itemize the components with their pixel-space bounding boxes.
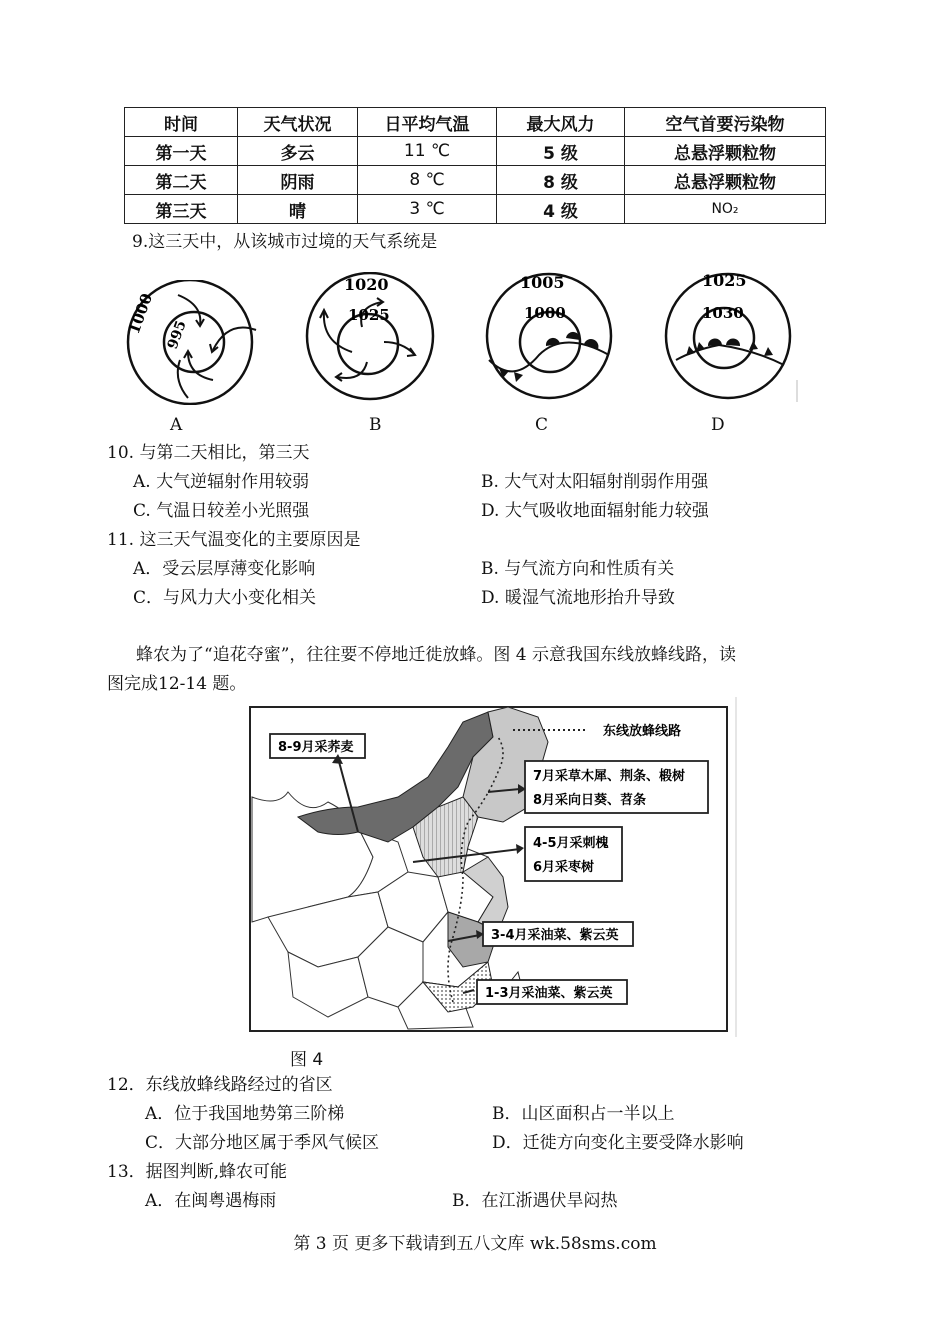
table-cell: 11 ℃: [358, 137, 497, 166]
label-north-2: 6月采枣树: [533, 860, 595, 875]
table-cell: 总悬浮颗粒物: [625, 137, 826, 166]
isobar-value: 1030: [702, 304, 744, 322]
front-line: [489, 343, 609, 372]
q13-stem: 13．据图判断,蜂农可能: [107, 1162, 288, 1182]
table-cell: 晴: [238, 195, 358, 224]
diagram-c: [484, 270, 614, 400]
table-row: [125, 137, 826, 166]
diagram-d: [664, 270, 804, 402]
label-b: B: [369, 415, 382, 435]
q11-option-a: A．受云层厚薄变化影响: [133, 559, 316, 579]
weather-table: [124, 107, 826, 224]
q12-option-b: B．山区面积占一半以上: [492, 1104, 675, 1124]
table-cell: 4 级: [497, 195, 625, 224]
label-north-1: 4-5月采刺槐: [533, 836, 609, 851]
isobar-value: 1000: [524, 304, 566, 322]
table-row: [125, 195, 826, 224]
table-cell: 8 级: [497, 166, 625, 195]
q10-option-d: D. 大气吸收地面辐射能力较强: [481, 501, 709, 521]
wind-arrow: [384, 342, 414, 354]
table-header-row: [125, 108, 826, 137]
q10-option-b: B. 大气对太阳辐射削弱作用强: [481, 472, 709, 492]
wind-arrow: [213, 328, 256, 351]
isobar-value: 1000: [124, 290, 157, 337]
table-cell: NO₂: [625, 195, 826, 224]
table-cell: 第二天: [125, 166, 238, 195]
table-cell: 5 级: [497, 137, 625, 166]
table-cell: 第一天: [125, 137, 238, 166]
table-header: 日平均气温: [358, 108, 497, 137]
figure-caption: 图 4: [290, 1050, 324, 1070]
q9-stem: 9.这三天中，从该城市过境的天气系统是: [132, 232, 438, 252]
scan-mark: [796, 380, 798, 402]
table-header: 时间: [125, 108, 238, 137]
china-beekeeping-map: [248, 697, 740, 1037]
table-header: 空气首要污染物: [625, 108, 826, 137]
label-jiangnan: 3-4月采油菜、紫云英: [491, 928, 619, 943]
intro-line-2: 图完成12-14 题。: [107, 674, 247, 694]
label-c: C: [535, 415, 549, 435]
q10-option-c: C. 气温日较差小光照强: [133, 501, 310, 521]
legend-text: 东线放蜂线路: [603, 724, 682, 739]
table-cell: 阴雨: [238, 166, 358, 195]
isobar-value: 1005: [520, 273, 565, 292]
q12-option-d: D．迁徙方向变化主要受降水影响: [492, 1133, 744, 1153]
table-cell: 总悬浮颗粒物: [625, 166, 826, 195]
q11-stem: 11. 这三天气温变化的主要原因是: [107, 530, 361, 550]
page-footer: 第 3 页 更多下载请到五八文库 wk.58sms.com: [293, 1234, 657, 1254]
label-a: A: [170, 415, 183, 435]
isobar-value: 995: [164, 318, 190, 352]
isobar-outer: [487, 274, 611, 398]
q12-option-a: A．位于我国地势第三阶梯: [145, 1104, 345, 1124]
wind-arrow: [178, 360, 188, 398]
table-row: [125, 166, 826, 195]
isobar-outer: [666, 274, 790, 398]
label-northeast-2: 8月采向日葵、苕条: [533, 793, 647, 808]
label-buckwheat: 8-9月采荞麦: [278, 740, 354, 755]
table-cell: 3 ℃: [358, 195, 497, 224]
isobar-value: 1025: [702, 271, 747, 290]
diagram-b: [302, 272, 442, 404]
table-header: 天气状况: [238, 108, 358, 137]
label-south: 1-3月采油菜、紫云英: [485, 986, 613, 1001]
isobar-value: 1025: [348, 306, 390, 324]
table-cell: 8 ℃: [358, 166, 497, 195]
isobar-value: 1020: [344, 275, 389, 294]
q10-stem: 10. 与第二天相比，第三天: [107, 443, 310, 463]
q11-option-b: B. 与气流方向和性质有关: [481, 559, 675, 579]
intro-line-1: 蜂农为了“追花夺蜜”，往往要不停地迁徙放蜂。图 4 示意我国东线放蜂线路，读: [136, 645, 737, 665]
q11-option-c: C．与风力大小变化相关: [133, 588, 317, 608]
table-cell: 第三天: [125, 195, 238, 224]
q13-option-a: A．在闽粤遇梅雨: [145, 1191, 277, 1211]
q10-option-a: A. 大气逆辐射作用较弱: [133, 472, 310, 492]
q12-option-c: C．大部分地区属于季风气候区: [145, 1133, 380, 1153]
label-northeast-1: 7月采草木犀、荆条、椴树: [533, 769, 686, 784]
table-header: 最大风力: [497, 108, 625, 137]
q13-option-b: B．在江浙遇伏旱闷热: [452, 1191, 618, 1211]
diagram-a: [118, 280, 263, 405]
label-d: D: [711, 415, 725, 435]
q11-option-d: D. 暖湿气流地形抬升导致: [481, 588, 675, 608]
table-cell: 多云: [238, 137, 358, 166]
q12-stem: 12．东线放蜂线路经过的省区: [107, 1075, 333, 1095]
